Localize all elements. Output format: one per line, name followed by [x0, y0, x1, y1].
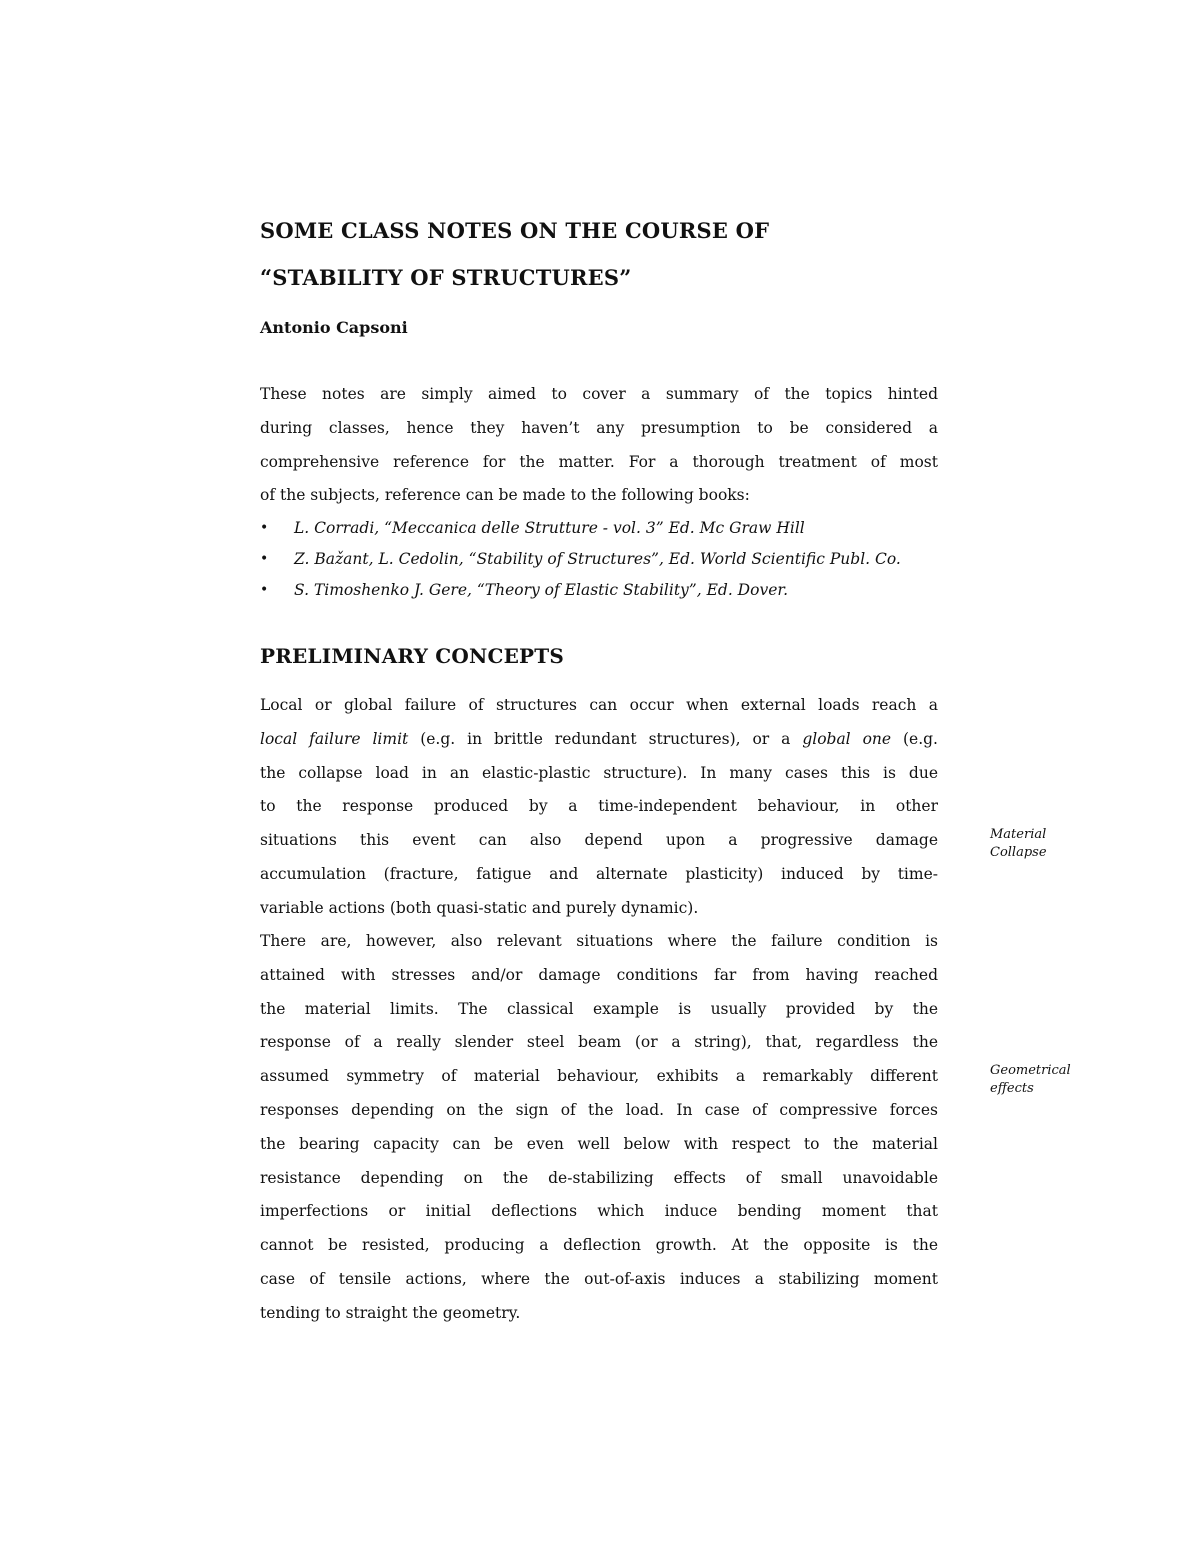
paragraph-fragment: (e.g. in brittle redundant structures), or a — [408, 729, 803, 748]
margin-note-line: Collapse — [990, 845, 1047, 860]
emphasis-local-failure-limit: local failure limit — [260, 729, 409, 748]
intro-line: These notes are simply aimed to cover a summary of the topics hinted — [260, 385, 938, 403]
margin-note-line: effects — [990, 1081, 1034, 1096]
document-title-line-2: “STABILITY OF STRUCTURES” — [260, 265, 632, 290]
margin-note-line: Geometrical — [990, 1063, 1071, 1078]
paragraph-line: attained with stresses and/or damage conditions far from having reached — [260, 965, 938, 984]
paragraph-line: to the response produced by a time-independent behaviour, in other — [260, 797, 938, 816]
intro-line: during classes, hence they haven’t any presumption to be considered a — [260, 418, 938, 437]
paragraph-line: response of a really slender steel beam (or a string), that, regardless the — [260, 1033, 938, 1052]
paragraph-line: the material limits. The classical example is usually provided by the — [260, 999, 938, 1018]
paragraph-fragment: (e.g. — [891, 729, 938, 748]
paragraph-line: situations this event can also depend upon a progressive damage — [260, 831, 938, 850]
paragraph-stability — [260, 925, 938, 1331]
paragraph-line: cannot be resisted, producing a deflection growth. At the opposite is the — [260, 1236, 938, 1255]
paragraph-failure — [260, 689, 938, 926]
intro-line: comprehensive reference for the matter. For a thorough treatment of most — [260, 452, 938, 471]
paragraph-line: tending to straight the geometry. — [260, 1303, 521, 1322]
paragraph-line: assumed symmetry of material behaviour, exhibits a remarkably different — [260, 1067, 938, 1086]
reference-text: L. Corradi, “Meccanica delle Strutture - vol. 3” Ed. Mc Graw Hill — [294, 519, 805, 537]
paragraph-line: responses depending on the sign of the load. In case of compressive forces — [260, 1100, 938, 1119]
paragraph-line: Local or global failure of structures can occur when external loads reach a — [260, 696, 938, 714]
paragraph-line: resistance depending on the de-stabilizing effects of small unavoidable — [260, 1168, 938, 1187]
margin-note-geometrical-effects — [990, 1062, 1100, 1098]
paragraph-line: accumulation (fracture, fatigue and alternate plasticity) induced by time- — [260, 864, 938, 883]
intro-line: of the subjects, reference can be made to the following books: — [260, 486, 750, 505]
paragraph-line: variable actions (both quasi-static and purely dynamic). — [260, 898, 699, 917]
bullet-icon: • — [260, 582, 269, 598]
reference-item — [260, 544, 960, 575]
reference-item — [260, 513, 960, 544]
paragraph-line — [260, 723, 938, 757]
intro-paragraph — [260, 378, 938, 513]
paragraph-line: the bearing capacity can be even well below with respect to the material — [260, 1134, 938, 1153]
reference-text: Z. Bažant, L. Cedolin, “Stability of Structures”, Ed. World Scientific Publ. Co. — [294, 550, 901, 568]
emphasis-global-one: global one — [802, 729, 892, 748]
margin-note-line: Material — [990, 827, 1047, 842]
bullet-icon: • — [260, 551, 269, 567]
paragraph-line: There are, however, also relevant situations where the failure condition is — [260, 932, 938, 950]
section-heading: PRELIMINARY CONCEPTS — [260, 644, 565, 668]
author-name: Antonio Capsoni — [260, 318, 408, 337]
margin-note-material-collapse — [990, 826, 1100, 862]
bullet-icon: • — [260, 520, 269, 536]
reference-item — [260, 575, 960, 606]
paragraph-line: imperfections or initial deflections which induce bending moment that — [260, 1202, 938, 1221]
paragraph-line: case of tensile actions, where the out-of-axis induces a stabilizing moment — [260, 1269, 938, 1288]
reference-list — [260, 513, 960, 606]
reference-text: S. Timoshenko J. Gere, “Theory of Elastic Stability”, Ed. Dover. — [294, 581, 789, 599]
document-title-line-1: SOME CLASS NOTES ON THE COURSE OF — [260, 218, 770, 243]
paragraph-line: the collapse load in an elastic-plastic structure). In many cases this is due — [260, 763, 938, 782]
